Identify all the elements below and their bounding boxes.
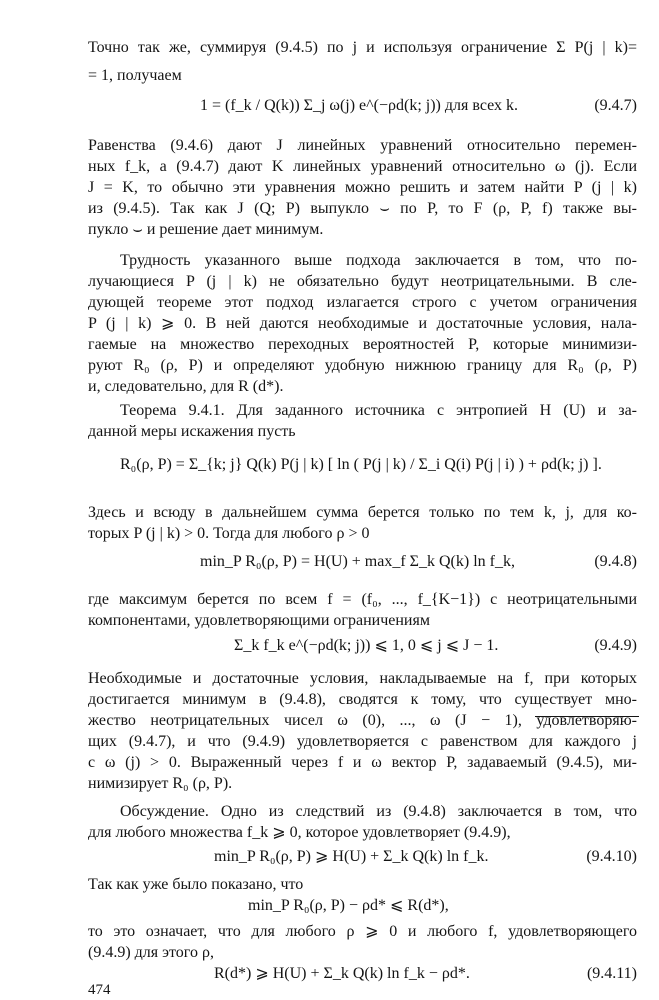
- page-number: 474: [88, 982, 111, 998]
- text-line: где максимум берется по всем f = (f₀, ..., f_{K−1}) с неотрицательными: [88, 591, 637, 608]
- text-line: и, следовательно, для R (d*).: [88, 378, 284, 395]
- equation-number: (9.4.9): [594, 637, 637, 654]
- text-line: ных f_k, а (9.4.7) дают K линейных уравнений относительно ω (j). Если: [88, 158, 637, 175]
- text-line: жество неотрицательных чисел ω (0), ..., ω (J − 1), удовлетворяю-: [88, 712, 637, 729]
- equation-9-4-11: R(d*) ⩾ H(U) + Σ_k Q(k) ln f_k − ρd*.: [214, 965, 470, 982]
- equation-lower-bound: min_P R₀(ρ, P) − ρd* ⩽ R(d*),: [248, 897, 449, 914]
- text-line: щих (9.4.7), и что (9.4.9) удовлетворяется с равенством для каждого j: [88, 733, 637, 750]
- discussion-line: Обсуждение. Одно из следствий из (9.4.8) заключается в том, что: [120, 803, 637, 820]
- text-line: пукло ⌣ и решение дает минимум.: [88, 221, 324, 238]
- text-line: данной меры искажения пусть: [88, 423, 296, 440]
- text-line: Точно так же, суммируя (9.4.5) по j и используя ограничение Σ P(j | k)=: [88, 39, 637, 56]
- equation-9-4-10: min_P R₀(ρ, P) ⩾ H(U) + Σ_k Q(k) ln f_k.: [214, 848, 489, 865]
- equation-9-4-8: min_P R₀(ρ, P) = H(U) + max_f Σ_k Q(k) ln f_k,: [200, 553, 515, 570]
- equation-9-4-7: 1 = (f_k / Q(k)) Σ_j ω(j) e^(−ρd(k; j)) для всех k.: [200, 97, 519, 114]
- text-line: гаемые на множество переходных вероятностей P, которые минимизи-: [88, 336, 637, 353]
- equation-number: (9.4.11): [586, 965, 637, 982]
- text-line: то это означает, что для любого ρ ⩾ 0 и любого f, удовлетворяющего: [88, 923, 637, 940]
- text-line: с ω (j) > 0. Выраженный через f и ω вектор P, задаваемый (9.4.5), ми-: [88, 754, 637, 771]
- text-line: руют R₀ (ρ, P) и определяют удобную нижнюю границу для R₀ (ρ, P): [88, 357, 637, 374]
- text-line: Равенства (9.4.6) дают J линейных уравнений относительно перемен-: [88, 137, 637, 154]
- text-line: торых P (j | k) > 0. Тогда для любого ρ > 0: [88, 525, 370, 542]
- text-line: Трудность указанного выше подхода заключается в том, что по-: [120, 252, 637, 269]
- text-line: = 1, получаем: [88, 67, 182, 84]
- text-line: J = K, то обычно эти уравнения можно решить и затем найти P (j | k): [88, 179, 637, 196]
- text-line: лучающиеся P (j | k) не обязательно будут неотрицательными. В сле-: [88, 273, 637, 290]
- equation-number: (9.4.8): [594, 553, 637, 570]
- text-line: дующей теореме этот подход излагается строго с учетом ограничения: [88, 294, 637, 311]
- text-line: компонентами, удовлетворяющими ограничениям: [88, 612, 430, 629]
- text-line: для любого множества f_k ⩾ 0, которое удовлетворяет (9.4.9),: [88, 824, 511, 841]
- text-line: Необходимые и достаточные условия, накладываемые на f, при которых: [88, 670, 637, 687]
- equation-number: (9.4.10): [586, 848, 637, 865]
- text-line: Здесь и всюду в дальнейшем сумма берется только по тем k, j, для ко-: [88, 504, 637, 521]
- text-line: Так как уже было показано, что: [88, 876, 304, 893]
- text-line: (9.4.9) для этого ρ,: [88, 944, 214, 961]
- theorem-line: Теорема 9.4.1. Для заданного источника с энтропией H (U) и за-: [120, 402, 637, 419]
- equation-r0: R₀(ρ, P) = Σ_{k; j} Q(k) P(j | k) [ ln ( P(j | k) / Σ_i Q(i) P(j | i) ) + ρd(k; j) ].: [120, 456, 602, 473]
- text-line: достигается минимум в (9.4.8), сводятся к тому, что существует мно-: [88, 691, 637, 708]
- text-line: P (j | k) ⩾ 0. В ней даются необходимые и достаточные условия, нала-: [88, 315, 637, 332]
- equation-9-4-9: Σ_k f_k e^(−ρd(k; j)) ⩽ 1, 0 ⩽ j ⩽ J − 1.: [234, 637, 499, 654]
- text-line: нимизирует R₀ (ρ, P).: [88, 775, 233, 792]
- text-line: из (9.4.5). Так как J (Q; P) выпукло ⌣ по P, то F (ρ, P, f) также вы-: [88, 200, 637, 217]
- equation-number: (9.4.7): [594, 97, 637, 114]
- section-rule: [535, 716, 639, 717]
